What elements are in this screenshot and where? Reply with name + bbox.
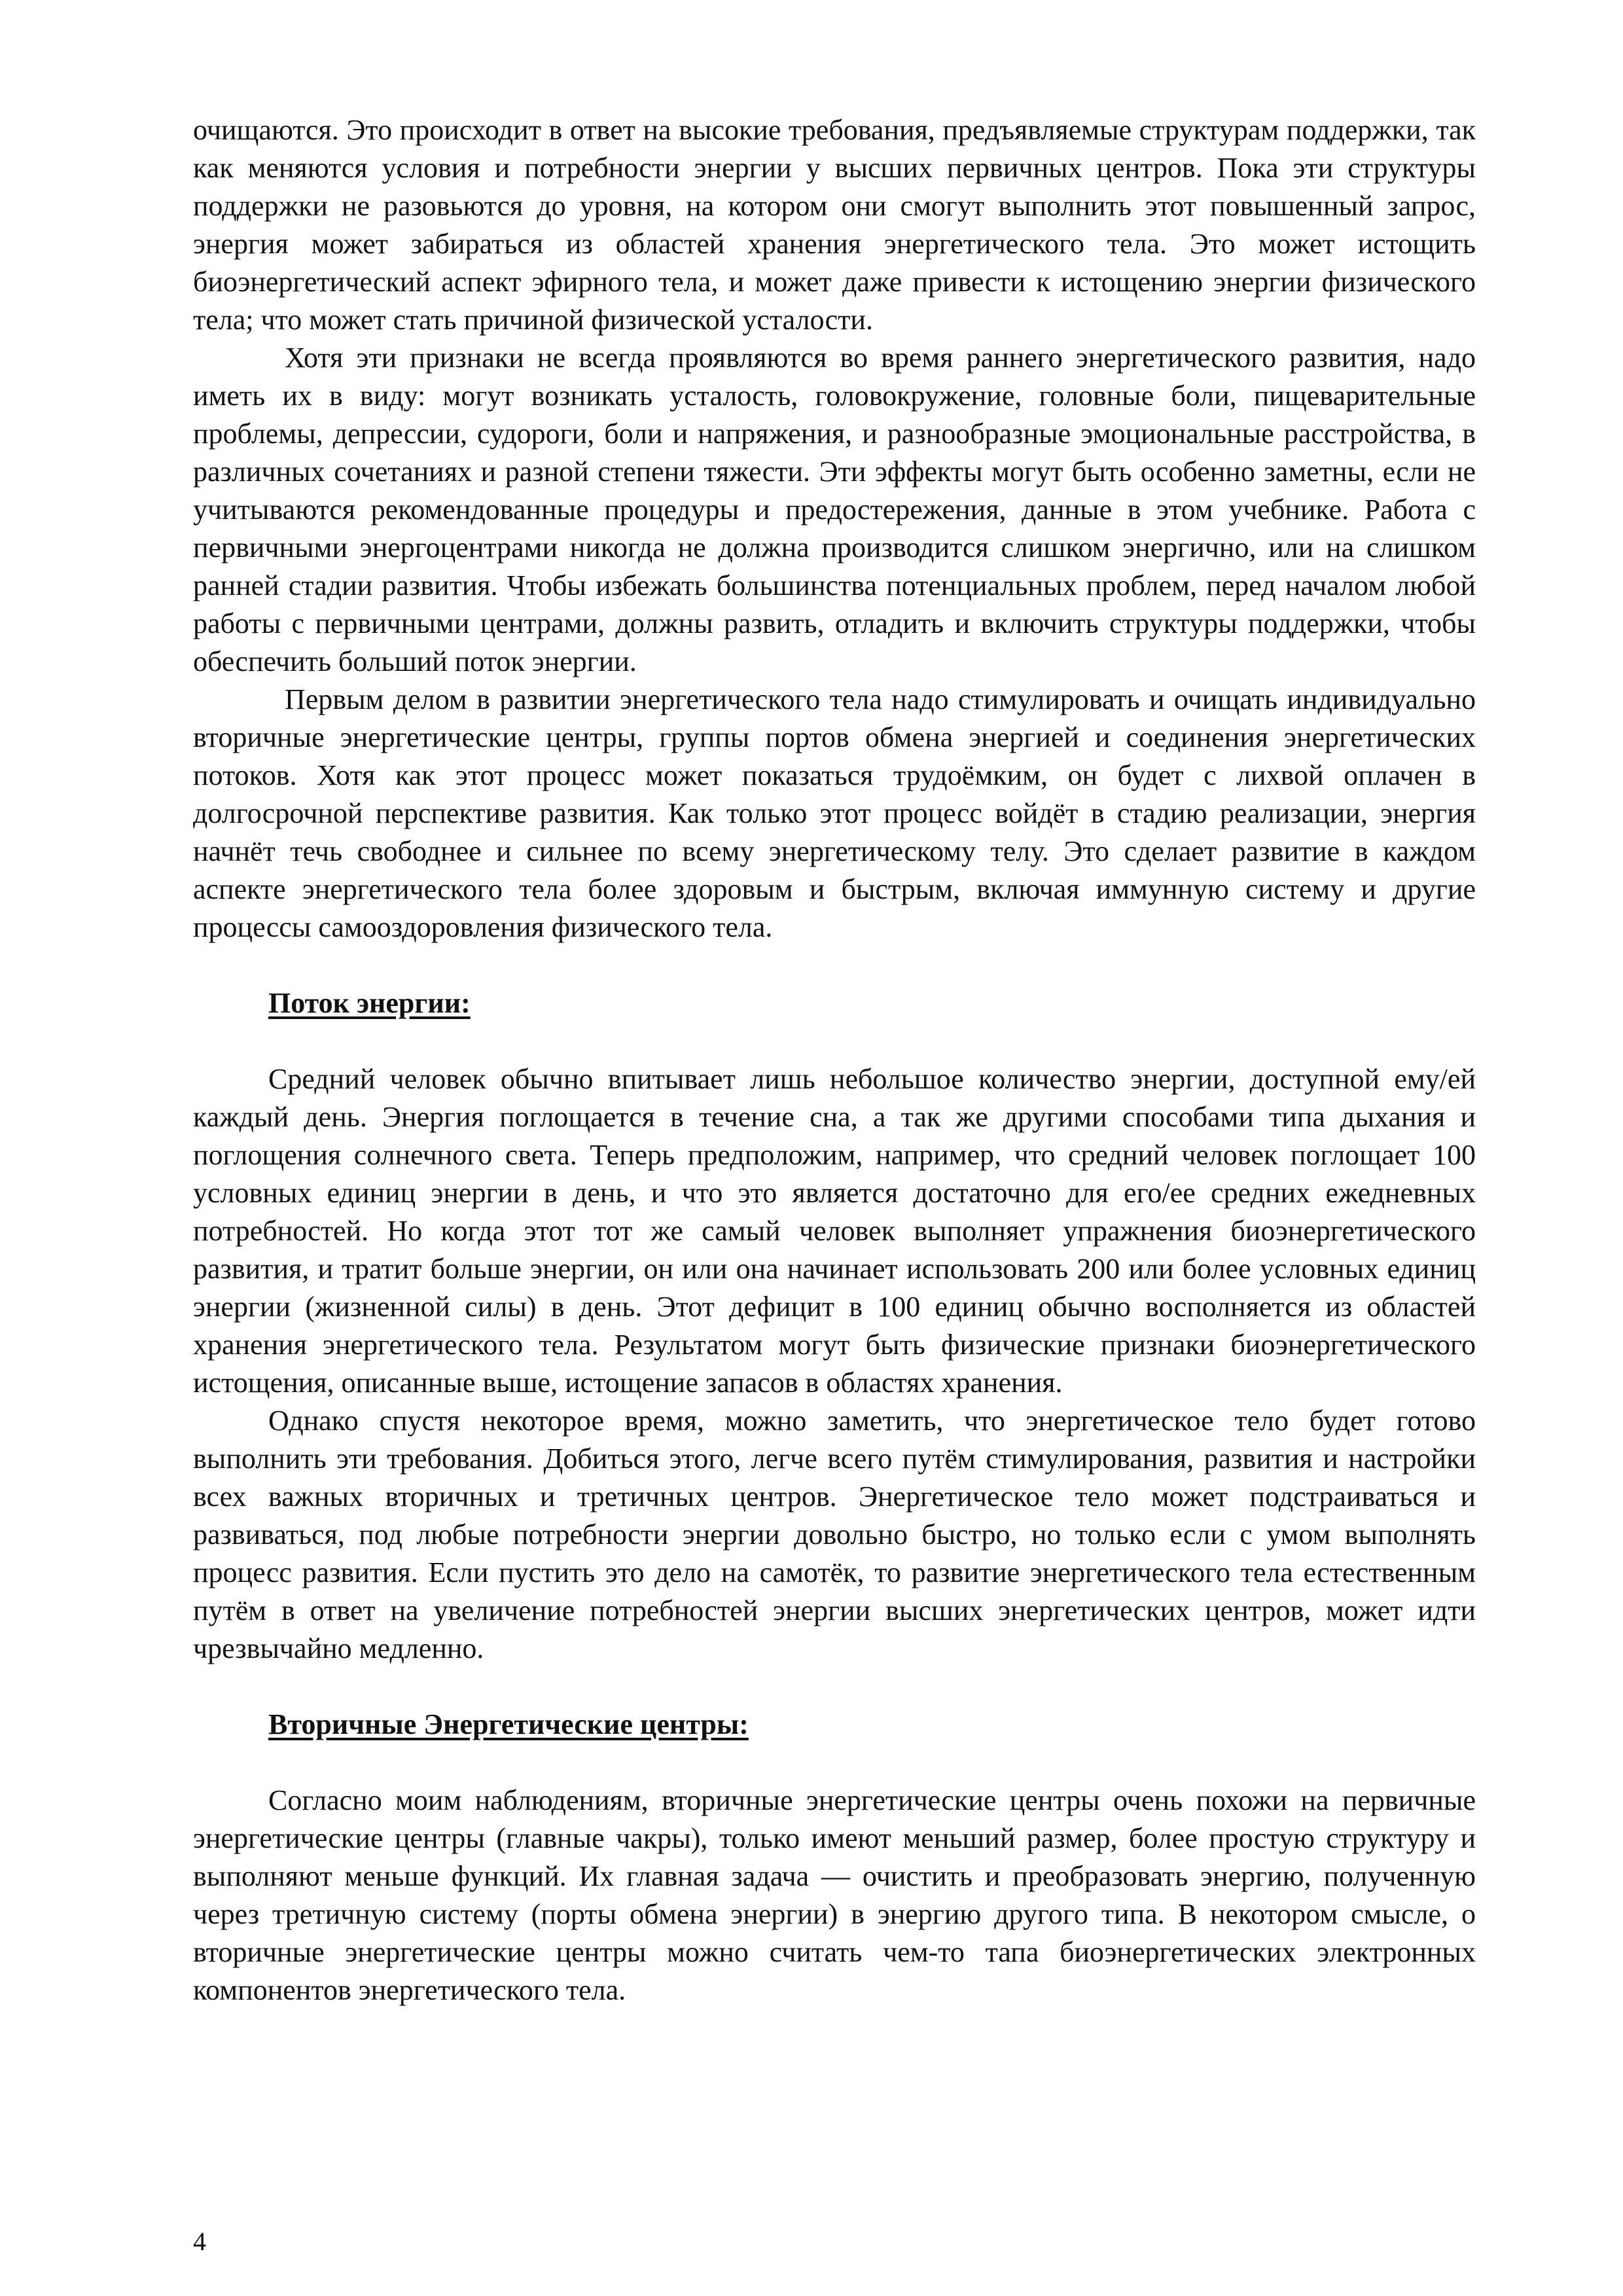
paragraph-secondary-centers: Согласно моим наблюдениям, вторичные энергетические центры очень похожи на первичные энергетические центры (главные чакры), только имеют меньший размер, более простую структуру и выполняют меньше функций. Их главная задача — очистить и преобразовать энергию, полученную через третичную систему (порты обмена энергии) в энергию другого типа. В некотором смысле, о вторичные энергетические центры можно считать чем-то тапа биоэнергетических электронных компонентов энергетического тела. xyxy=(193,1784,1476,2006)
paragraph-first-steps: Первым делом в развитии энергетического тела надо стимулировать и очищать индивидуально вторичные энергетические центры, группы портов обмена энергией и соединения энергетических потоков. Хотя как этот процесс может показаться трудоёмким, он будет с лихвой оплачен в долгосрочной перспективе развития. Как только этот процесс войдёт в стадию реализации, энергия начнёт течь свободнее и сильнее по всему энергетическому телу. Это сделает развитие в каждом аспекте энергетического тела более здоровым и быстрым, включая иммунную систему и другие процессы самооздоровления физического тела. xyxy=(193,683,1476,943)
paragraph-symptoms: Хотя эти признаки не всегда проявляются во время раннего энергетического развития, надо иметь их в виду: могут возникать усталость, головокружение, головные боли, пищеварительные проблемы, депрессии, судороги, боли и напряжения, и разнообразные эмоциональные расстройства, в различных сочетаниях и разной степени тяжести. Эти эффекты могут быть особенно заметны, если не учитываются рекомендованные процедуры и предостережения, данные в этом учебнике. Работа с первичными энергоцентрами никогда не должна производится слишком энергично, или на слишком ранней стадии развития. Чтобы избежать большинства потенциальных проблем, перед началом любой работы с первичными центрами, должны развить, отладить и включить структуры поддержки, чтобы обеспечить больший поток энергии. xyxy=(193,342,1476,677)
page-body xyxy=(193,111,1476,2009)
paragraph-energy-flow-2: Однако спустя некоторое время, можно заметить, что энергетическое тело будет готово выполнить эти требования. Добиться этого, легче всего путём стимулирования, развития и настройки всех важных вторичных и третичных центров. Энергетическое тело может подстраиваться и развиваться, под любые потребности энергии довольно быстро, но только если с умом выполнять процесс развития. Если пустить это дело на самотёк, то развитие энергетического тела естественным путём в ответ на увеличение потребностей энергии высших энергетических центров, может идти чрезвычайно медленно. xyxy=(193,1405,1476,1664)
paragraph-continuation: очищаются. Это происходит в ответ на высокие требования, предъявляемые структурам поддержки, так как меняются условия и потребности энергии у высших первичных центров. Пока эти структуры поддержки не разовьются до уровня, на котором они смогут выполнить этот повышенный запрос, энергия может забираться из областей хранения энергетического тела. Это может истощить биоэнергетический аспект эфирного тела, и может даже привести к истощению энергии физического тела; что может стать причиной физической усталости. xyxy=(193,114,1476,336)
section-heading-energy-flow: Поток энергии: xyxy=(268,987,471,1019)
page-number: 4 xyxy=(193,2227,206,2256)
paragraph-energy-flow-1: Средний человек обычно впитывает лишь небольшое количество энергии, доступной ему/ей каждый день. Энергия поглощается в течение сна, а так же другими способами типа дыхания и поглощения солнечного света. Теперь предположим, например, что средний человек поглощает 100 условных единиц энергии в день, и что это является достаточно для его/ее средних ежедневных потребностей. Но когда этот тот же самый человек выполняет упражнения биоэнергетического развития, и тратит больше энергии, он или она начинает использовать 200 или более условных единиц энергии (жизненной силы) в день. Этот дефицит в 100 единиц обычно восполняется из областей хранения энергетического тела. Результатом могут быть физические признаки биоэнергетического истощения, описанные выше, истощение запасов в областях хранения. xyxy=(193,1063,1476,1399)
section-heading-secondary-centers: Вторичные Энергетические центры: xyxy=(268,1708,749,1740)
